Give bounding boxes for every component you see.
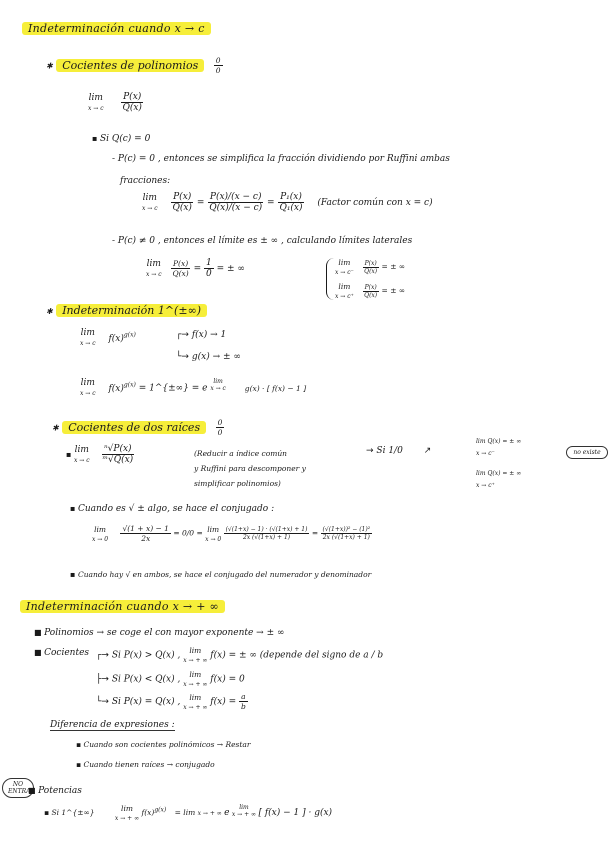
limit-f-power-g: lim x → c $f(x)^{g(x)}$: [80, 328, 136, 347]
both-roots-bullet: ▪ Cuando hay √ en ambos, se hace el conjugado del numerador y denominador: [70, 570, 372, 579]
si-one-over-zero: → Si 1/0 ↗: [366, 446, 432, 456]
conjugate-bullet: ▪ Cuando es √ ± algo, se hace el conjugado :: [70, 504, 275, 514]
difference-polynomial: ▪ Cuando son cocientes polinómicos → Restar: [76, 740, 251, 749]
no-existe-cloud: no existe: [566, 446, 608, 459]
polynomials-rule: ■ Polinomios → se coge el con mayor exponente → ± ∞: [34, 628, 285, 638]
difference-roots: ▪ Cuando tienen raíces → conjugado: [76, 760, 215, 769]
quotient-case-less: ├→ Si P(x) < Q(x) , lim x → + ∞ f(x) = 0: [96, 670, 245, 688]
section-title-one-infinity: ✱ Indeterminación 1^(±∞): [46, 304, 207, 317]
section-title-x-to-infinity: Indeterminación cuando x → + ∞: [20, 600, 225, 613]
no-entra-cloud: NO ENTRA: [2, 778, 34, 798]
powers-label: ■ Potencias: [28, 786, 82, 796]
right-lateral-limits: lim Q(x) = ± ∞ x → c⁻ lim Q(x) = ± ∞ x → c⁺: [476, 438, 522, 489]
lateral-limits: lim x → c $\frac{P(x)}{Q(x)}$ = $\frac{1}{0}$ = ± ∞: [146, 258, 245, 279]
case-p-c-zero-cont: fracciones:: [120, 176, 171, 186]
condition-g-to-inf: └→ g(x) → ± ∞: [176, 352, 241, 362]
conjugate-example: lim x → 0 $\frac{√(1 + x) - 1}{2x}$ = 0/0 = lim x → 0 $\frac{(√(1+x) - 1) \cdot (√(1+x) + 1)}{2x (√(1+x) + 1)}$ = $\frac{\text{(√(1+x))² − (1)²}}{2x (√(1+x) + 1)}$: [92, 524, 371, 543]
condition-f-to-1: ┌→ f(x) → 1: [176, 330, 227, 340]
subtitle-root-quotients: ✱ Cocientes de dos raíces $\frac{0}{0}$: [52, 418, 223, 437]
case-p-c-zero: - P(c) = 0 , entonces se simplifica la fracción dividiendo por Ruffini ambas: [112, 154, 450, 164]
quotient-case-equal: └→ Si P(x) = Q(x) , lim x → + ∞ f(x) = $\frac{a}{b}$: [96, 692, 246, 711]
limit-root-quotient: ▪ lim x → c $\frac{\text{ⁿ√P(x)}}{\text{ᵐ√Q(x)}}$: [66, 444, 134, 465]
reduce-note: (Reducir a índice común y Ruffini para descomponer y simplificar polinomios): [194, 449, 306, 488]
difference-title: Diferencia de expresiones :: [50, 720, 175, 730]
lateral-limits-brace: lim x → c⁻ $\frac{P(x)}{Q(x)}$ = ± ∞ lim x → c⁺ $\frac{P(x)}{Q(x)}$ = ± ∞: [326, 258, 405, 300]
ruffini-equation: lim x → c $\frac{P(x)}{Q(x)}$ = $\frac{P(x)/(x - c)}{Q(x)/(x - c)}$ = $\frac{\text{P₁(x)}}{\text{Q₁(x)}}$ (Factor común con x = c): [142, 192, 433, 213]
quotients-label: ■ Cocientes: [34, 648, 90, 658]
fraction-zero-over-zero: $\frac{0}{0}$: [215, 56, 221, 75]
powers-formula: ▪ Si 1^{±∞} lim x → + ∞ $f(x)^{g(x)} = \lim x$ → + ∞ e $^{lim x \to + \infty}$ [ f(x) − 1 ] · g(x): [44, 804, 333, 822]
section-title-x-to-c: Indeterminación cuando x → c: [22, 22, 211, 35]
case-p-c-nonzero: - P(c) ≠ 0 , entonces el límite es ± ∞ , calculando límites laterales: [112, 236, 413, 246]
limit-p-over-q: lim x → c $\frac{P(x)}{Q(x)}$: [88, 92, 142, 113]
subtitle-polynomial-quotients: ✱ Cocientes de polinomios $\frac{0}{0}$: [46, 56, 221, 75]
quotient-case-greater: ┌→ Si P(x) > Q(x) , lim x → + ∞ f(x) = ± ∞ (depende del signo de a / b: [96, 646, 384, 664]
bullet-q-c-zero: ▪ Si Q(c) = 0: [92, 134, 151, 144]
one-infinity-formula: lim x → c $f(x)^{g(x)}$ = 1^{±∞} = e $^{lim x \to c}$ g(x) · [ f(x) − 1 ]: [80, 378, 307, 397]
